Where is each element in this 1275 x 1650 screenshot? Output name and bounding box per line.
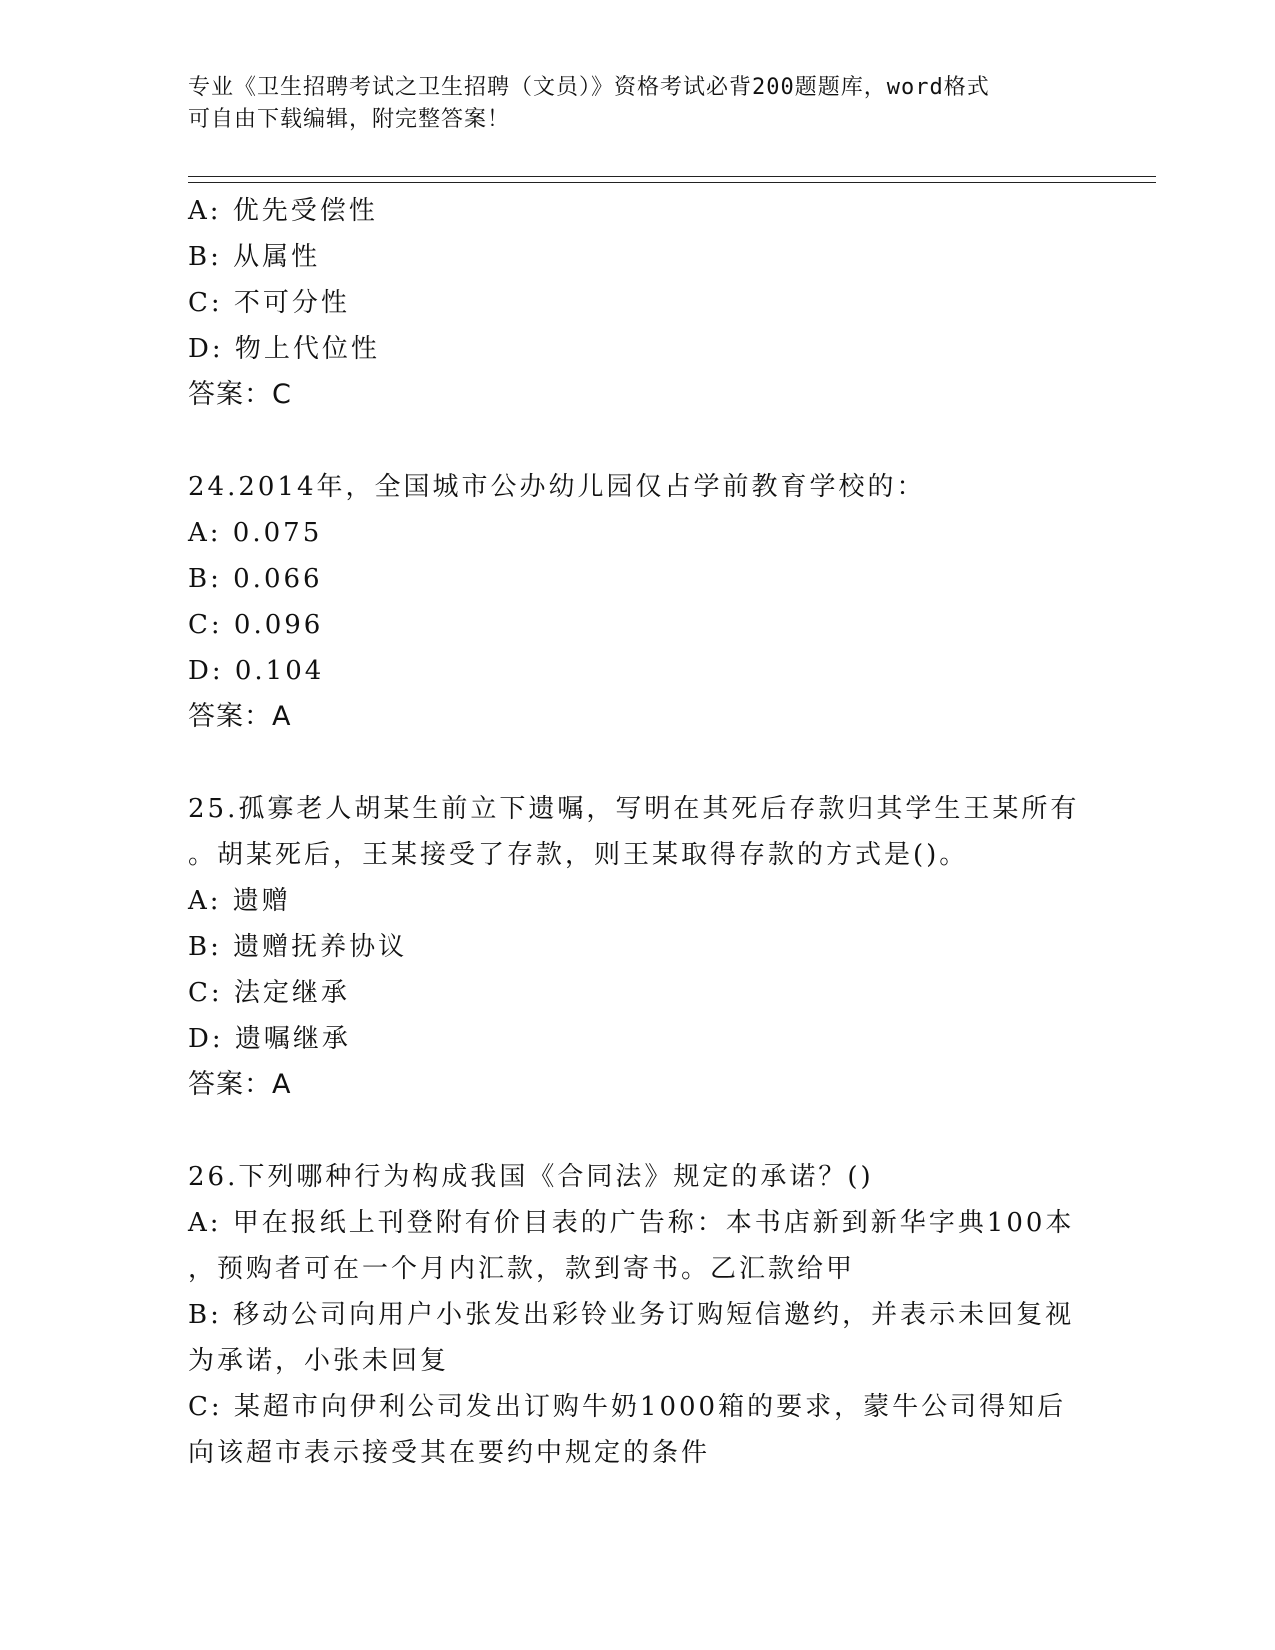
q24-option-d: D: 0.104 — [188, 656, 325, 686]
q24-option-c: C: 0.096 — [188, 610, 324, 640]
q23-option-b: B: 从属性 — [188, 242, 321, 272]
q25-answer: 答案：A — [188, 1069, 292, 1100]
q26-option-a-line-2: ，预购者可在一个月内汇款，款到寄书。乙汇款给甲 — [188, 1254, 856, 1284]
question-25-block — [188, 786, 1088, 1108]
q23-option-d: D: 物上代位性 — [188, 334, 380, 364]
header-divider-bottom — [188, 182, 1156, 183]
q25-option-a: A: 遗赠 — [188, 886, 291, 916]
q25-option-d: D: 遗嘱继承 — [188, 1024, 351, 1054]
q24-question: 24.2014年，全国城市公办幼儿园仅占学前教育学校的： — [188, 472, 926, 502]
document-body — [188, 188, 1088, 1476]
q24-option-a: A: 0.075 — [188, 518, 323, 548]
spacer — [188, 418, 1088, 464]
question-26-block — [188, 1154, 1088, 1476]
q23-option-c: C: 不可分性 — [188, 288, 350, 318]
spacer — [188, 740, 1088, 786]
q25-question-line-1: 25.孤寡老人胡某生前立下遗嘱，写明在其死后存款归其学生王某所有 — [188, 794, 1080, 824]
q24-option-b: B: 0.066 — [188, 564, 323, 594]
q24-answer: 答案：A — [188, 701, 292, 732]
q26-question: 26.下列哪种行为构成我国《合同法》规定的承诺？() — [188, 1162, 874, 1192]
q26-option-b-line-1: B: 移动公司向用户小张发出彩铃业务订购短信邀约，并表示未回复视 — [188, 1300, 1075, 1330]
spacer — [188, 1108, 1088, 1154]
q23-answer: 答案：C — [188, 379, 292, 410]
q25-question-line-2: 。胡某死后，王某接受了存款，则王某取得存款的方式是()。 — [188, 840, 969, 870]
q23-option-a: A: 优先受偿性 — [188, 196, 378, 226]
q25-option-b: B: 遗赠抚养协议 — [188, 932, 408, 962]
q25-option-c: C: 法定继承 — [188, 978, 350, 1008]
question-24-block — [188, 464, 1088, 740]
q26-option-c-line-1: C: 某超市向伊利公司发出订购牛奶1000箱的要求，蒙牛公司得知后 — [188, 1392, 1067, 1422]
q26-option-b-line-2: 为承诺，小张未回复 — [188, 1346, 450, 1376]
header-divider-top — [188, 176, 1156, 177]
document-header — [188, 72, 1068, 136]
q26-option-c-line-2: 向该超市表示接受其在要约中规定的条件 — [188, 1438, 711, 1468]
header-line-2: 可自由下载编辑，附完整答案！ — [188, 107, 511, 132]
question-23-block — [188, 188, 1088, 418]
q26-option-a-line-1: A: 甲在报纸上刊登附有价目表的广告称：本书店新到新华字典100本 — [188, 1208, 1075, 1238]
header-line-1: 专业《卫生招聘考试之卫生招聘（文员）》资格考试必背200题题库，word格式 — [188, 75, 990, 100]
